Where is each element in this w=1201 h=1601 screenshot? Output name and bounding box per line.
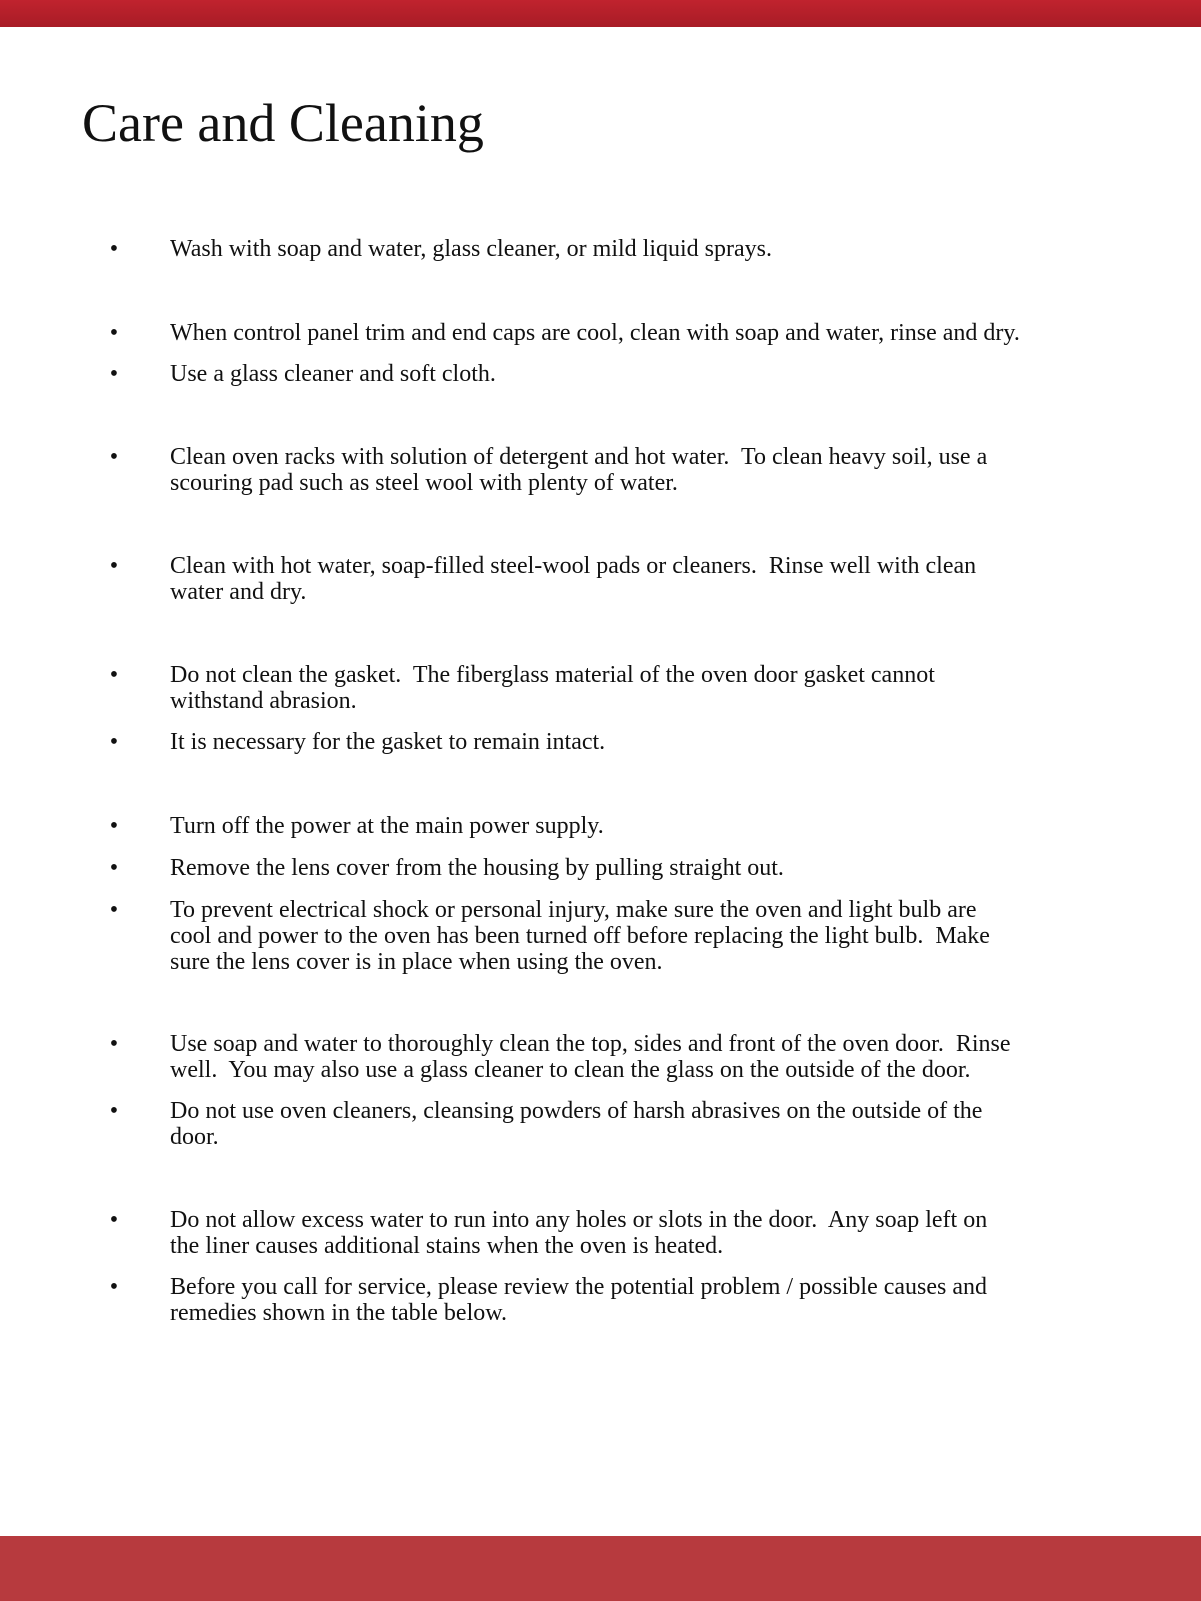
- bullet-icon: •: [109, 1207, 119, 1233]
- bullet-icon: •: [109, 662, 119, 688]
- list-item-text: Remove the lens cover from the housing by pulling straight out.: [170, 855, 784, 881]
- list-item-text: Wash with soap and water, glass cleaner, or mild liquid sprays.: [170, 236, 773, 262]
- list-item-text: Use a glass cleaner and soft cloth.: [170, 361, 496, 387]
- bullet-icon: •: [109, 1031, 119, 1057]
- bullet-icon: •: [109, 813, 119, 839]
- list-item-text: When control panel trim and end caps are cool, clean with soap and water, rinse and dry.: [170, 320, 1020, 346]
- top-banner: [0, 0, 1201, 27]
- list-item-text: Before you call for service, please review the potential problem / possible causes and remedies shown in the table below.: [170, 1274, 988, 1326]
- list-item-text: Use soap and water to thoroughly clean the top, sides and front of the oven door. Rinse well. You may also use a glass cleaner to clean the glass on the outside of the door.: [170, 1031, 1011, 1083]
- bottom-banner: [0, 1536, 1201, 1601]
- list-item-text: Do not allow excess water to run into any holes or slots in the door. Any soap left on the liner causes additional stains when the oven is heated.: [170, 1207, 988, 1259]
- bullet-icon: •: [109, 320, 119, 346]
- bullet-icon: •: [109, 444, 119, 470]
- bullet-icon: •: [109, 1274, 119, 1300]
- list-item-text: Do not clean the gasket. The fiberglass material of the oven door gasket cannot withstand abrasion.: [170, 662, 935, 714]
- bullet-icon: •: [109, 897, 119, 923]
- list-item-text: Do not use oven cleaners, cleansing powders of harsh abrasives on the outside of the door.: [170, 1098, 983, 1150]
- bullet-icon: •: [109, 855, 119, 881]
- bullet-icon: •: [109, 361, 119, 387]
- bullet-icon: •: [109, 553, 119, 579]
- page-title: Care and Cleaning: [82, 93, 484, 153]
- list-item-text: It is necessary for the gasket to remain intact.: [170, 729, 606, 755]
- bullet-icon: •: [109, 1098, 119, 1124]
- list-item-text: Turn off the power at the main power supply.: [170, 813, 604, 839]
- bullet-icon: •: [109, 236, 119, 262]
- list-item-text: To prevent electrical shock or personal injury, make sure the oven and light bulb are cool and power to the oven has been turned off before replacing the light bulb. Make sure the lens cover is in place when using the oven.: [170, 897, 990, 975]
- bullet-icon: •: [109, 729, 119, 755]
- list-item-text: Clean oven racks with solution of detergent and hot water. To clean heavy soil, use a scouring pad such as steel wool with plenty of water.: [170, 444, 988, 496]
- list-item-text: Clean with hot water, soap-filled steel-wool pads or cleaners. Rinse well with clean water and dry.: [170, 553, 977, 605]
